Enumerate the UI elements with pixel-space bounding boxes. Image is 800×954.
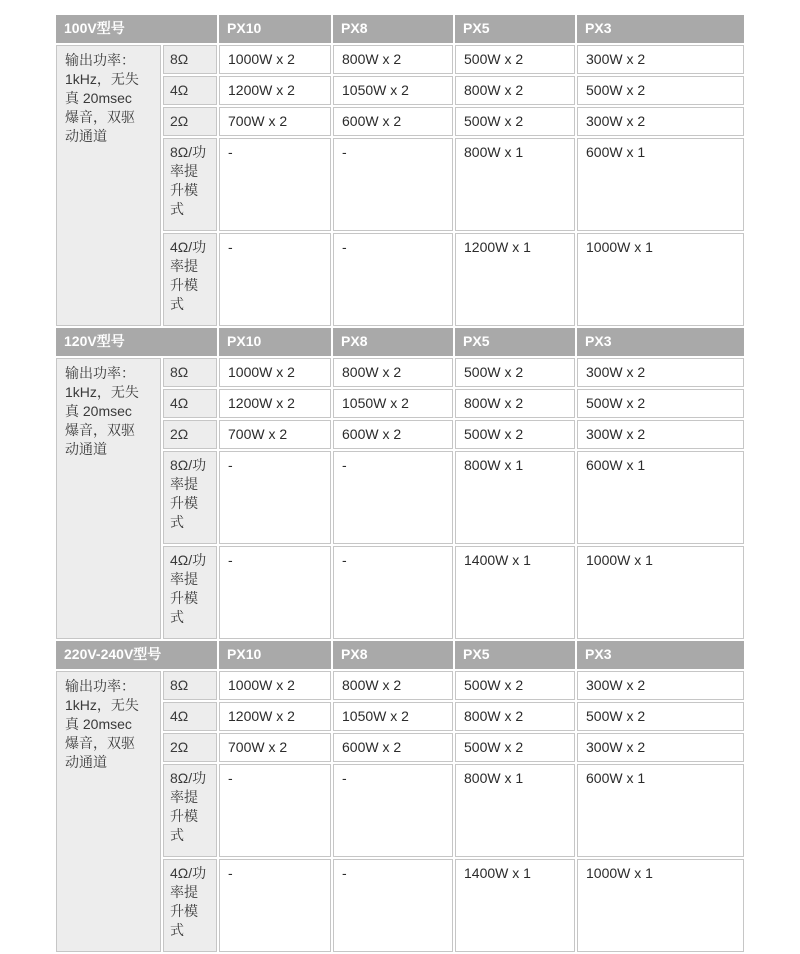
value-cell: - [333,138,453,231]
value-cell: 1050W x 2 [333,702,453,731]
value-cell: 500W x 2 [455,420,575,449]
value-cell: 300W x 2 [577,107,744,136]
value-cell: 500W x 2 [577,389,744,418]
column-header-px5: PX5 [455,15,575,43]
section-title-220v-240v: 220V-240V型号 [56,641,217,669]
value-cell: 1400W x 1 [455,546,575,639]
column-header-px10: PX10 [219,328,331,356]
value-cell: 600W x 1 [577,764,744,857]
value-cell: 1000W x 2 [219,671,331,700]
value-cell: - [219,233,331,326]
value-cell: 600W x 2 [333,733,453,762]
row-label: 8Ω [163,671,217,700]
value-cell: - [333,546,453,639]
row-group-label: 输出功率：1kHz，无失真 20msec 爆音，双驱动通道 [56,671,161,952]
spec-sheet [54,13,746,954]
column-header-px3: PX3 [577,328,744,356]
row-label: 2Ω [163,733,217,762]
column-header-px5: PX5 [455,328,575,356]
value-cell: 1200W x 2 [219,76,331,105]
column-header-px10: PX10 [219,641,331,669]
row-group-label: 输出功率：1kHz，无失真 20msec 爆音，双驱动通道 [56,45,161,326]
column-header-px8: PX8 [333,328,453,356]
value-cell: 1200W x 2 [219,702,331,731]
value-cell: 300W x 2 [577,671,744,700]
value-cell: 1000W x 2 [219,45,331,74]
section-header-row-100v [56,15,744,43]
value-cell: 700W x 2 [219,733,331,762]
section-title-100v: 100V型号 [56,15,217,43]
row-label: 4Ω [163,702,217,731]
value-cell: 1050W x 2 [333,76,453,105]
row-label: 8Ω/功率提升模式 [163,764,217,857]
value-cell: 300W x 2 [577,45,744,74]
power-spec-table [54,13,746,954]
value-cell: - [219,138,331,231]
row-label: 8Ω [163,45,217,74]
value-cell: - [333,451,453,544]
row-label: 8Ω/功率提升模式 [163,451,217,544]
value-cell: 800W x 1 [455,138,575,231]
column-header-px10: PX10 [219,15,331,43]
value-cell: 800W x 2 [455,76,575,105]
row-label: 2Ω [163,420,217,449]
row-label: 4Ω/功率提升模式 [163,546,217,639]
value-cell: 1200W x 1 [455,233,575,326]
value-cell: - [333,233,453,326]
value-cell: 1000W x 1 [577,859,744,952]
value-cell: 1000W x 2 [219,358,331,387]
value-cell: 1000W x 1 [577,546,744,639]
value-cell: 1000W x 1 [577,233,744,326]
value-cell: 700W x 2 [219,420,331,449]
value-cell: - [219,764,331,857]
row-label: 4Ω/功率提升模式 [163,859,217,952]
value-cell: 300W x 2 [577,733,744,762]
row-label: 4Ω [163,76,217,105]
value-cell: 800W x 2 [333,358,453,387]
value-cell: 600W x 2 [333,420,453,449]
spec-row [56,358,744,387]
row-label: 4Ω [163,389,217,418]
value-cell: 500W x 2 [577,702,744,731]
value-cell: 1050W x 2 [333,389,453,418]
value-cell: - [333,859,453,952]
column-header-px3: PX3 [577,641,744,669]
value-cell: 800W x 1 [455,764,575,857]
value-cell: 800W x 2 [333,671,453,700]
value-cell: - [219,546,331,639]
value-cell: 600W x 2 [333,107,453,136]
column-header-px5: PX5 [455,641,575,669]
value-cell: 1400W x 1 [455,859,575,952]
row-label: 4Ω/功率提升模式 [163,233,217,326]
row-label: 8Ω [163,358,217,387]
value-cell: - [333,764,453,857]
value-cell: 800W x 1 [455,451,575,544]
section-header-row-220v-240v [56,641,744,669]
value-cell: - [219,451,331,544]
row-label: 2Ω [163,107,217,136]
value-cell: 500W x 2 [455,733,575,762]
value-cell: - [219,859,331,952]
value-cell: 500W x 2 [455,358,575,387]
value-cell: 500W x 2 [455,671,575,700]
value-cell: 700W x 2 [219,107,331,136]
section-title-120v: 120V型号 [56,328,217,356]
row-label: 8Ω/功率提升模式 [163,138,217,231]
value-cell: 1200W x 2 [219,389,331,418]
spec-row [56,45,744,74]
value-cell: 800W x 2 [455,702,575,731]
value-cell: 500W x 2 [455,45,575,74]
value-cell: 300W x 2 [577,358,744,387]
value-cell: 600W x 1 [577,138,744,231]
value-cell: 800W x 2 [455,389,575,418]
section-header-row-120v [56,328,744,356]
spec-row [56,671,744,700]
row-group-label: 输出功率：1kHz，无失真 20msec 爆音，双驱动通道 [56,358,161,639]
column-header-px8: PX8 [333,641,453,669]
value-cell: 300W x 2 [577,420,744,449]
column-header-px3: PX3 [577,15,744,43]
value-cell: 600W x 1 [577,451,744,544]
value-cell: 500W x 2 [577,76,744,105]
value-cell: 800W x 2 [333,45,453,74]
value-cell: 500W x 2 [455,107,575,136]
column-header-px8: PX8 [333,15,453,43]
